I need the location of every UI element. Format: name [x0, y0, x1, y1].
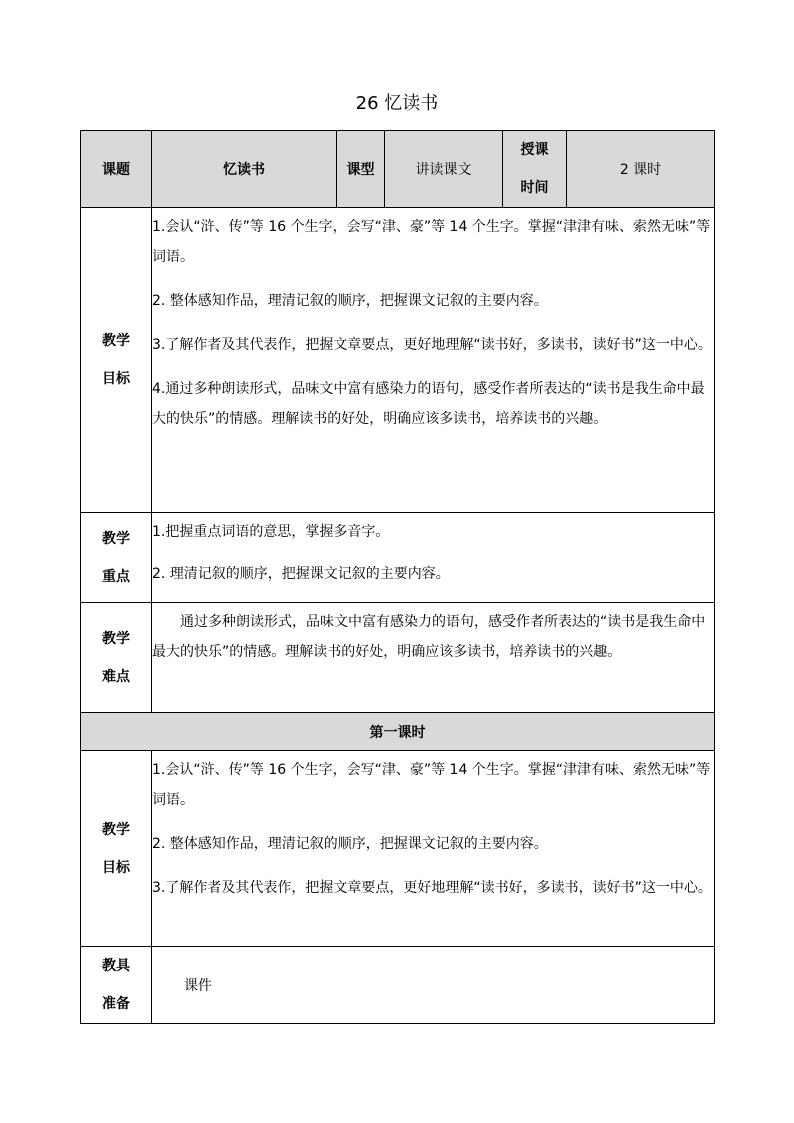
objectives-first-content — [152, 751, 715, 947]
objective-first-item: 3.了解作者及其代表作，把握文章要点，更好地理解“读书好，多读书，读好书”这一中心。 — [152, 880, 712, 896]
objectives-content — [152, 208, 715, 513]
key-points-row — [81, 513, 715, 603]
time-label — [503, 131, 567, 208]
materials-label: 教具 准备 — [81, 947, 152, 1024]
materials-row — [81, 947, 715, 1024]
objectives-row — [81, 208, 715, 513]
difficulties-label: 教学 难点 — [81, 603, 152, 713]
time-value: 2 课时 — [567, 131, 715, 208]
time-label-line-2: 时间 — [520, 180, 549, 196]
difficulties-row — [81, 603, 715, 713]
header-row — [81, 131, 715, 208]
materials-value: 课件 — [152, 947, 715, 1024]
type-label: 课型 — [337, 131, 385, 208]
type-value: 讲读课文 — [385, 131, 503, 208]
objectives-first-row — [81, 751, 715, 947]
objective-item: 1.会认“浒、传”等 16 个生字，会写“津、豪”等 14 个生字。掌握“津津有味、索然无味”等词语。 — [152, 219, 711, 265]
objective-item: 3.了解作者及其代表作，把握文章要点，更好地理解“读书好，多读书，读好书”这一中心。 — [152, 337, 712, 353]
objectives-label: 教学 目标 — [81, 208, 152, 513]
document-title: 26 忆读书 — [355, 93, 439, 114]
objective-item: 2. 整体感知作品，理清记叙的顺序，把握课文记叙的主要内容。 — [152, 293, 548, 309]
objective-first-item: 1.会认“浒、传”等 16 个生字，会写“津、豪”等 14 个生字。掌握“津津有味、索然无味”等词语。 — [152, 762, 711, 808]
topic-value: 忆读书 — [152, 131, 337, 208]
objectives-first-label: 教学 目标 — [81, 751, 152, 947]
topic-label: 课题 — [81, 131, 152, 208]
objective-item: 4.通过多种朗读形式，品味文中富有感染力的语句，感受作者所表达的“读书是我生命中最大的快乐”的情感。理解读书的好处，明确应该多读书，培养读书的兴趣。 — [152, 381, 705, 427]
section-first-title: 第一课时 — [81, 713, 715, 751]
time-label-line-1: 授课 — [520, 142, 549, 158]
objective-first-item: 2. 整体感知作品，理清记叙的顺序，把握课文记叙的主要内容。 — [152, 836, 548, 852]
difficulties-text: 通过多种朗读形式，品味文中富有感染力的语句，感受作者所表达的“读书是我生命中最大的快乐”的情感。理解读书的好处，明确应该多读书，培养读书的兴趣。 — [152, 614, 706, 660]
key-points-content — [152, 513, 715, 603]
key-points-label: 教学 重点 — [81, 513, 152, 603]
lesson-plan-table — [80, 130, 715, 1024]
section-first-row — [81, 713, 715, 751]
key-point-item: 1.把握重点词语的意思，掌握多音字。 — [152, 524, 390, 540]
key-point-item: 2. 理清记叙的顺序，把握课文记叙的主要内容。 — [152, 566, 450, 582]
difficulties-content — [152, 603, 715, 713]
